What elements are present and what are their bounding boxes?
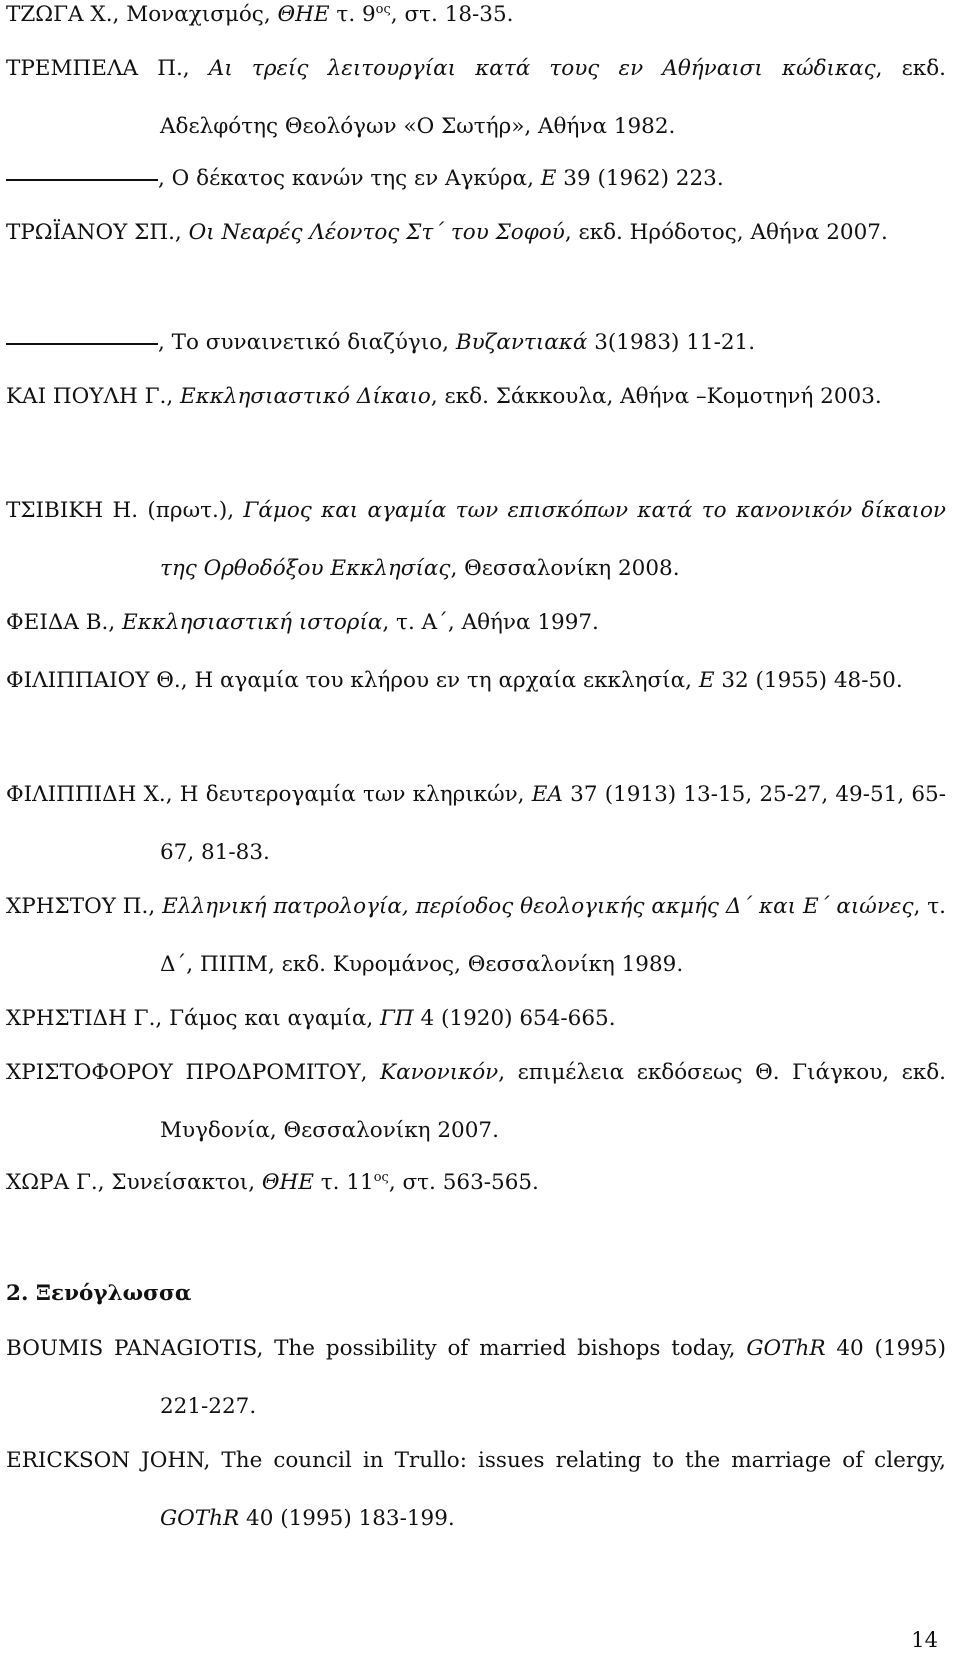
bibliography-entry-trempela-1 [6, 40, 946, 156]
entry-text: 39 (1962) 223. [556, 166, 724, 191]
entry-text: , στ. 18-35. [390, 2, 514, 27]
bibliography-entry-xwra [6, 1154, 946, 1212]
entry-text: τ. 9 [329, 2, 376, 27]
entry-title-italic: GOThR [160, 1506, 240, 1531]
entry-text: ΧΡΗΣΤΟΥ Π., [6, 894, 163, 919]
entry-title-italic: Εκκλησιαστική ιστορία [122, 610, 383, 635]
entry-text: ΤΣΙΒΙΚΗ Η. (πρωτ.), [6, 498, 244, 523]
entry-title-italic: Ελληνική πατρολογία, περίοδος θεολογικής ακμής Δ΄ και Ε΄ αιώνες [162, 894, 914, 919]
entry-title-italic: ΕΑ [531, 782, 563, 807]
entry-text: ΧΡΗΣΤΙΔΗ Γ., Γάμος και αγαμία, [6, 1006, 381, 1031]
entry-text: ERICKSON JOHN, The council in Trullo: issues relating to the marriage of clergy, [6, 1448, 946, 1473]
entry-text: , Το συναινετικό διαζύγιο, [158, 330, 456, 355]
entry-text: ΦΕΙΔΑ Β., [6, 610, 123, 635]
entry-text: , εκδ. Σάκκουλα, Αθήνα –Κομοτηνή 2003. [430, 384, 882, 409]
entry-title-italic: Ε [540, 166, 557, 191]
entry-text: τ. 11 [313, 1170, 374, 1195]
entry-text: ΧΩΡΑ Γ., Συνείσακτοι, [6, 1170, 262, 1195]
bibliography-entry-trempela-2 [6, 150, 946, 208]
bibliography-entry-feida [6, 594, 946, 652]
entry-text: ΧΡΙΣΤΟΦΟΡΟΥ ΠΡΟΔΡΟΜΙΤΟΥ, [6, 1060, 381, 1085]
superscript: ος [375, 1, 391, 17]
entry-text: 32 (1955) 48-50. [714, 668, 903, 693]
author-repeat-line [6, 179, 158, 181]
author-repeat-line [6, 343, 158, 345]
bibliography-entry-xrhstidh [6, 990, 946, 1048]
bibliography-entry-boumis [6, 1320, 946, 1436]
entry-text: , τ. Α΄, Αθήνα 1997. [382, 610, 599, 635]
entry-text: 3(1983) 11-21. [587, 330, 756, 355]
entry-text: ΤΡΩΪΑΝΟΥ ΣΠ., [6, 220, 189, 245]
bibliography-entry-troianou-1 [6, 204, 946, 262]
entry-text: BOUMIS PANAGIOTIS, The possibility of married bishops today, [6, 1336, 747, 1361]
bibliography-entry-tzoga [6, 0, 946, 44]
bibliography-entry-xrhstou [6, 878, 946, 994]
entry-text: ΤΡΕΜΠΕΛΑ Π., [6, 56, 209, 81]
entry-text: , εκδ. Ηρόδοτος, Αθήνα 2007. [564, 220, 888, 245]
entry-text: , επιμέλεια εκδόσεως Θ. Γιάγκου, εκδ. Μυγδονία, Θεσσαλονίκη 2007. [160, 1060, 946, 1143]
entry-text: ΤΖΩΓΑ Χ., Μοναχισμός, [6, 2, 278, 27]
entry-title-italic: ΓΠ [380, 1006, 414, 1031]
entry-title-italic: Γάμος και αγαμία των επισκόπων κατά το κανονικόν δίκαιον της Ορθοδόξου Εκκλησίας [160, 498, 946, 581]
bibliography-entry-xristoforou [6, 1044, 946, 1160]
superscript: ος [373, 1169, 389, 1185]
entry-title-italic: Βυζαντιακά [455, 330, 588, 355]
entry-text: 37 (1913) 13-15, 25-27, 49-51, 65-67, 81-83. [160, 782, 946, 865]
entry-text: ΦΙΛΙΠΠΑΙΟΥ Θ., Η αγαμία του κλήρου εν τη αρχαία εκκλησία, [6, 668, 699, 693]
entry-title-italic: Οι Νεαρές Λέοντος Στ΄ του Σοφού [188, 220, 565, 245]
entry-title-italic: ΘΗΕ [277, 2, 330, 27]
entry-title-italic: ΘΗΕ [261, 1170, 314, 1195]
entry-text: , Ο δέκατος κανών της εν Αγκύρα, [158, 166, 541, 191]
entry-text: ΚΑΙ ΠΟΥΛΗ Γ., [6, 384, 181, 409]
entry-title-italic: GOThR [746, 1336, 826, 1361]
bibliography-entry-filippidh [6, 766, 946, 882]
bibliography-entry-troianou-poulh [6, 368, 946, 426]
entry-title-italic: Κανονικόν [380, 1060, 499, 1085]
bibliography-entry-erickson [6, 1432, 946, 1548]
bibliography-entry-tsibikh [6, 482, 946, 598]
entry-text: 40 (1995) 183-199. [239, 1506, 455, 1531]
entry-text: 4 (1920) 654-665. [413, 1006, 616, 1031]
entry-text: , στ. 563-565. [388, 1170, 539, 1195]
bibliography-entry-troianou-2 [6, 314, 946, 372]
entry-text: 40 (1995) 221-227. [160, 1336, 946, 1419]
section-title: 2. Ξενόγλωσσα [6, 1281, 192, 1306]
entry-title-italic: Αι τρείς λειτουργίαι κατά τους εν Αθήναισι κώδικας [208, 56, 876, 81]
entry-title-italic: Ε [698, 668, 715, 693]
page-number: 14 [911, 1628, 938, 1652]
entry-text: , τ. Δ΄, ΠΙΠΜ, εκδ. Κυρομάνος, Θεσσαλονίκη 1989. [160, 894, 946, 977]
bibliography-entry-filippaiou [6, 652, 946, 710]
entry-text: , Θεσσαλονίκη 2008. [450, 556, 680, 581]
entry-title-italic: Εκκλησιαστικό Δίκαιο [180, 384, 431, 409]
entry-text: , εκδ. Αδελφότης Θεολόγων «Ο Σωτήρ», Αθήνα 1982. [160, 56, 947, 139]
entry-text: ΦΙΛΙΠΠΙΔΗ Χ., Η δευτερογαμία των κληρικών, [6, 782, 532, 807]
